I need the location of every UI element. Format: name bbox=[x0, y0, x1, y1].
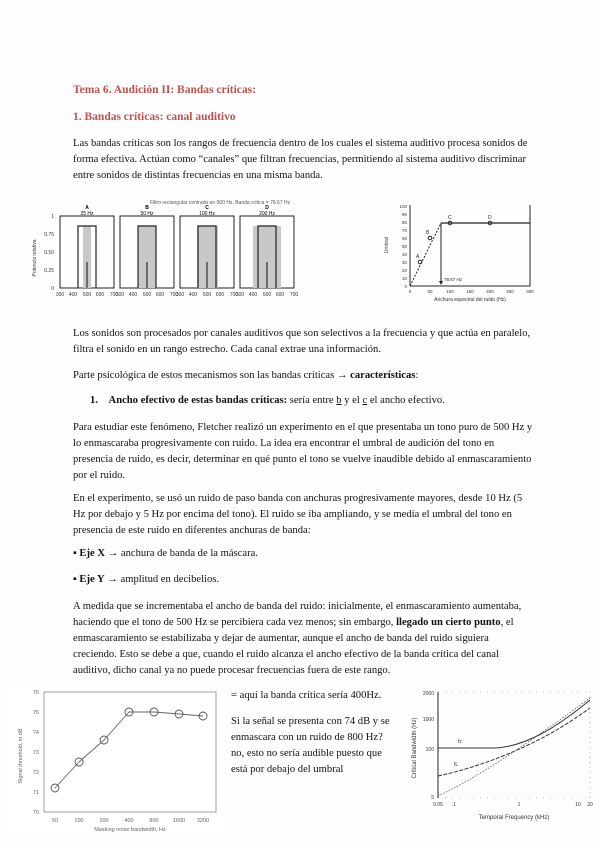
svg-text:500: 500 bbox=[262, 292, 272, 298]
channels-paragraph: Los sonidos son procesados por canales auditivos que son selectivos a la frecuencia y que actúa en paralelo, filtra el sonido en un rango estrecho. Cada canal extrae una información. bbox=[73, 328, 531, 355]
svg-text:800: 800 bbox=[149, 818, 159, 824]
svg-text:71: 71 bbox=[32, 790, 39, 796]
svg-text:0: 0 bbox=[408, 289, 412, 294]
panel-d bbox=[236, 205, 299, 298]
svg-text:76: 76 bbox=[32, 690, 39, 696]
svg-text:100: 100 bbox=[74, 818, 84, 824]
svg-text:B: B bbox=[426, 230, 430, 236]
y-axis-label: Potencia relativa bbox=[32, 239, 38, 277]
svg-text:10: 10 bbox=[401, 276, 407, 281]
svg-text:500: 500 bbox=[142, 292, 152, 298]
svg-text:400: 400 bbox=[128, 292, 138, 298]
svg-text:0: 0 bbox=[51, 286, 54, 292]
fletcher-paragraph: Para estudiar este fenómeno, Fletcher realizó un experimento en el que presentaba un tono puro de 500 Hz y lo enmascaraba progresivamente con ruido. La idea era encontrar el umbral de audición del tono en presencia de ruido, es decir, determinar en qué punto el tono se vuelve inaudible debido al enmascaramiento por el ruido. bbox=[73, 422, 533, 481]
svg-text:20: 20 bbox=[587, 802, 593, 808]
svg-text:250: 250 bbox=[506, 289, 514, 294]
svg-text:50 Hz: 50 Hz bbox=[140, 211, 154, 217]
svg-text:Signal threshold, in dB: Signal threshold, in dB bbox=[18, 728, 24, 784]
svg-text:0.75: 0.75 bbox=[44, 232, 54, 238]
svg-text:600: 600 bbox=[275, 292, 285, 298]
side-note-critical-band: = aquí la banda crítica sería 400Hz. bbox=[231, 690, 382, 701]
panel-c bbox=[176, 205, 239, 298]
svg-text:25 Hz: 25 Hz bbox=[80, 211, 94, 217]
result-paragraph: A medida que se incrementaba el ancho de banda del ruido: inicialmente, el enmascaramiento aumentaba, haciendo que el tono de 500 Hz se percibiera cada vez menos; sin embargo, llegado un cierto punto, el enmascaramiento se estabilizaba y dejar de aumentar, aunque el ancho de banda del ruido siguiera creciendo. Esto se debe a que, cuando el ruido alcanza el ancho efectivo de la banda crítica del canal auditivo, dicho canal ya no puede procesar frecuencias fuera de este rango. bbox=[73, 601, 522, 676]
filter-panels-figure bbox=[30, 196, 375, 306]
svg-text:200: 200 bbox=[99, 818, 109, 824]
svg-text:60: 60 bbox=[401, 236, 407, 241]
svg-text:D: D bbox=[265, 205, 269, 211]
svg-text:A: A bbox=[85, 205, 89, 211]
svg-text:400: 400 bbox=[68, 292, 78, 298]
svg-text:300: 300 bbox=[115, 292, 125, 298]
svg-text:200 Hz: 200 Hz bbox=[259, 211, 275, 217]
document-title: Tema 6. Audición II: Bandas críticas: bbox=[73, 84, 256, 96]
svg-text:A: A bbox=[416, 254, 420, 260]
svg-text:72: 72 bbox=[32, 770, 39, 776]
svg-text:70: 70 bbox=[32, 810, 39, 816]
svg-text:100: 100 bbox=[425, 747, 434, 753]
svg-text:78.67 Hz: 78.67 Hz bbox=[444, 277, 463, 282]
svg-text:400: 400 bbox=[124, 818, 134, 824]
threshold-bandwidth-chart bbox=[382, 200, 537, 305]
svg-text:1600: 1600 bbox=[172, 818, 186, 824]
svg-text:B: B bbox=[145, 205, 149, 211]
svg-text:300: 300 bbox=[526, 289, 534, 294]
svg-text:90: 90 bbox=[401, 212, 407, 217]
svg-text:50: 50 bbox=[401, 244, 407, 249]
svg-text:1: 1 bbox=[517, 802, 521, 808]
list-item-effective-width: 1. Ancho efectivo de estas bandas críticas: sería entre b y el c el ancho efectivo. bbox=[90, 395, 445, 406]
svg-text:10: 10 bbox=[575, 802, 581, 808]
svg-text:80: 80 bbox=[401, 220, 407, 225]
svg-text:300: 300 bbox=[175, 292, 185, 298]
svg-text:20: 20 bbox=[401, 268, 407, 273]
experiment-paragraph: En el experimento, se usó un ruido de paso banda con anchuras progresivamente mayores, desde 10 Hz (5 Hz por debajo y 5 Hz por encima del tono). El ruido se iba ampliando, y se medía el umbral del tono en presencia de este ruido en diferentes anchuras de banda: bbox=[73, 493, 523, 536]
svg-text:Temporal Frequency (kHz): Temporal Frequency (kHz) bbox=[478, 815, 550, 821]
svg-text:50: 50 bbox=[427, 289, 433, 294]
svg-text:50: 50 bbox=[51, 818, 59, 824]
masking-threshold-chart bbox=[8, 686, 228, 834]
svg-text:2000: 2000 bbox=[422, 691, 434, 697]
svg-text:700: 700 bbox=[169, 292, 179, 298]
svg-text:300: 300 bbox=[55, 292, 65, 298]
svg-text:.1: .1 bbox=[451, 802, 457, 808]
svg-text:700: 700 bbox=[289, 292, 299, 298]
svg-text:200: 200 bbox=[486, 289, 494, 294]
svg-text:0.50: 0.50 bbox=[44, 250, 54, 256]
svg-text:40: 40 bbox=[401, 252, 407, 257]
svg-text:70: 70 bbox=[401, 228, 407, 233]
bullet-y-axis: ▪ Eje Y → amplitud en decibelios. bbox=[73, 574, 220, 585]
svg-text:C: C bbox=[205, 205, 209, 211]
svg-text:500: 500 bbox=[202, 292, 212, 298]
svg-text:C: C bbox=[448, 215, 452, 221]
psychology-paragraph: Parte psicológica de estos mecanismos son las bandas críticas → características: bbox=[73, 370, 419, 381]
side-note-question: Si la señal se presenta con 74 dB y se enmascara con un ruido de 800 Hz? no, esto no sería audible puesto que está por debajo del umbral bbox=[231, 716, 390, 775]
svg-text:0.05: 0.05 bbox=[433, 802, 443, 808]
svg-text:700: 700 bbox=[229, 292, 239, 298]
svg-text:Critical Bandwidth (Hz): Critical Bandwidth (Hz) bbox=[412, 717, 418, 779]
figure-title: Filtro rectangular centrado en 500 Hz. Banda crítica = 78.67 Hz bbox=[149, 200, 291, 206]
svg-text:300: 300 bbox=[235, 292, 245, 298]
svg-text:600: 600 bbox=[215, 292, 225, 298]
svg-text:0: 0 bbox=[404, 284, 407, 289]
bullet-x-axis: ▪ Eje X → anchura de banda de la máscara. bbox=[73, 548, 258, 559]
svg-text:3200: 3200 bbox=[196, 818, 210, 824]
svg-text:0.25: 0.25 bbox=[44, 268, 54, 274]
svg-text:150: 150 bbox=[466, 289, 474, 294]
svg-text:fL: fL bbox=[454, 762, 459, 768]
svg-text:1: 1 bbox=[51, 214, 54, 220]
svg-text:Anchura espectral del ruido (H: Anchura espectral del ruido (Hz) bbox=[434, 297, 506, 303]
svg-text:fz: fz bbox=[458, 739, 462, 745]
svg-text:700: 700 bbox=[109, 292, 119, 298]
svg-text:73: 73 bbox=[32, 750, 39, 756]
svg-text:100: 100 bbox=[399, 204, 407, 209]
intro-paragraph: Las bandas críticas son los rangos de frecuencia dentro de los cuales el sistema auditivo procesa sonidos de forma efectiva. Actúan como “canales” que filtran frecuencias, permitiendo al sistema auditivo discriminar entre sonidos de distintas frecuencias en una misma banda. bbox=[73, 138, 528, 181]
svg-text:400: 400 bbox=[188, 292, 198, 298]
section-heading: 1. Bandas críticas: canal auditivo bbox=[73, 111, 236, 123]
svg-text:600: 600 bbox=[95, 292, 105, 298]
panel-a bbox=[56, 205, 119, 298]
svg-text:5: 5 bbox=[431, 795, 434, 801]
critical-bandwidth-chart bbox=[396, 688, 596, 828]
svg-text:600: 600 bbox=[155, 292, 165, 298]
svg-text:500: 500 bbox=[82, 292, 92, 298]
svg-text:1000: 1000 bbox=[422, 717, 434, 723]
svg-text:30: 30 bbox=[401, 260, 407, 265]
svg-text:100: 100 bbox=[446, 289, 454, 294]
svg-text:400: 400 bbox=[248, 292, 258, 298]
svg-text:Masking noise bandwidth, Hz: Masking noise bandwidth, Hz bbox=[94, 827, 166, 833]
panel-b bbox=[116, 205, 179, 298]
svg-text:75: 75 bbox=[32, 710, 39, 716]
svg-text:D: D bbox=[488, 215, 492, 221]
svg-text:100 Hz: 100 Hz bbox=[199, 211, 215, 217]
svg-text:Umbral: Umbral bbox=[384, 236, 390, 254]
svg-text:74: 74 bbox=[32, 730, 39, 736]
